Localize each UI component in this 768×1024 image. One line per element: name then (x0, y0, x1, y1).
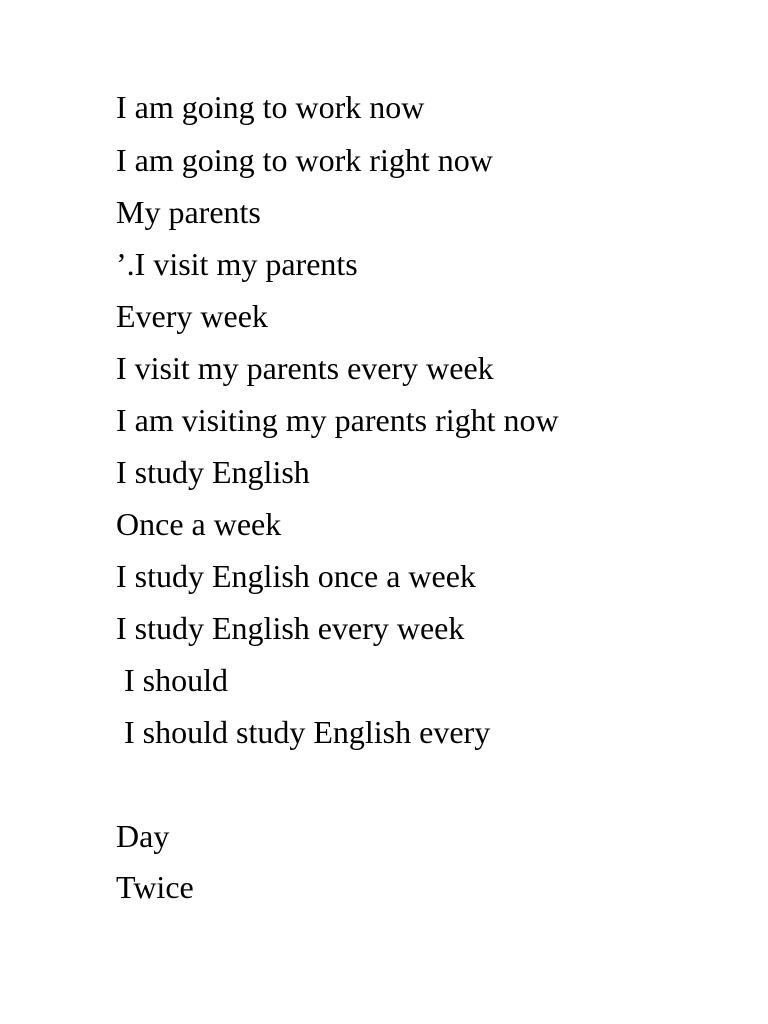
text-line: Day (116, 818, 170, 854)
text-line: Every week (116, 298, 268, 334)
text-line: I visit my parents every week (116, 350, 494, 386)
text-line: I am visiting my parents right now (116, 402, 559, 438)
text-line: I study English (116, 454, 310, 490)
text-line: My parents (116, 194, 261, 230)
text-line: Once a week (116, 506, 282, 542)
text-line: I should study English every (116, 714, 491, 750)
text-line: I am going to work now (116, 89, 425, 125)
text-line: I am going to work right now (116, 142, 493, 178)
text-line: Twice (116, 869, 194, 905)
text-line: I study English every week (116, 610, 465, 646)
text-line: I should (116, 662, 228, 698)
text-line: I study English once a week (116, 558, 476, 594)
text-line: ’.I visit my parents (116, 246, 358, 282)
